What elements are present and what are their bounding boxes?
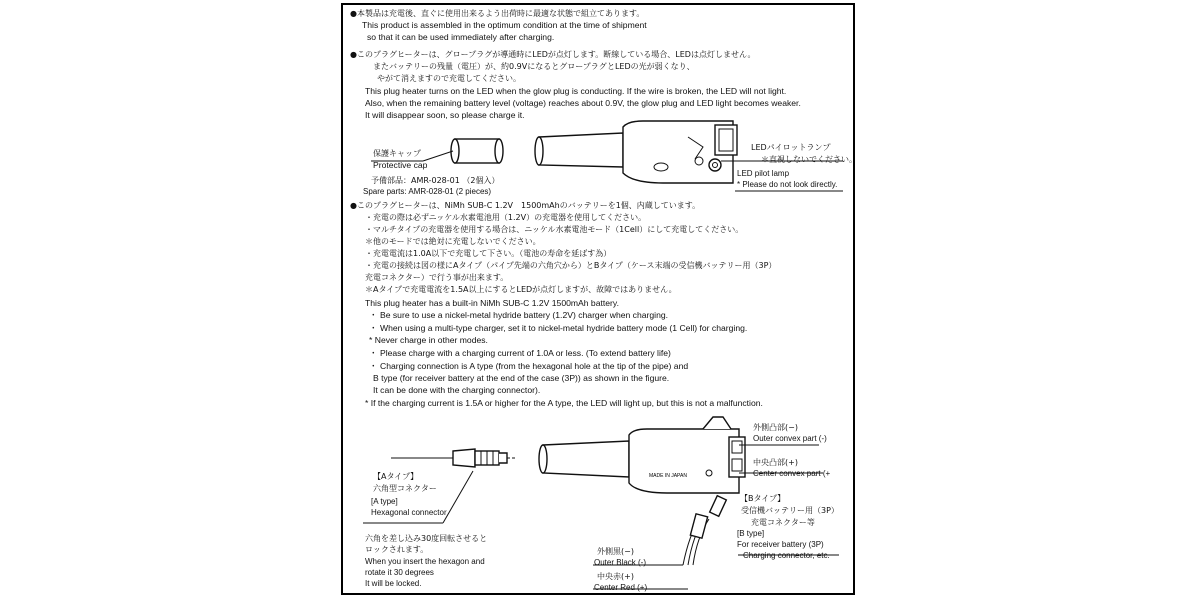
led-label-jp1: LEDパイロットランプ: [751, 143, 831, 152]
section1-en2: so that it can be used immediately after charging.: [367, 32, 555, 42]
spare-parts-jp: 予備部品：AMR-028-01 （2個入）: [371, 176, 500, 185]
instruction-sheet: [341, 3, 855, 595]
center-convex-en: Center convex part (+: [753, 469, 831, 478]
section3-en9: * If the charging current is 1.5A or higher for the A type, the LED will light up, but this is not a malfunction.: [365, 398, 763, 408]
body-mark: MADE IN JAPAN: [649, 473, 687, 479]
section2-jp3: やがて消えますので充電してください。: [377, 74, 521, 83]
atype-name-en: Hexagonal connector: [371, 508, 447, 517]
spare-parts-en: Spare parts: AMR-028-01 (2 pieces): [363, 187, 492, 196]
btype-desc-en2: Charging connector, etc.: [743, 551, 830, 560]
btype-desc-en1: For receiver battery (3P): [737, 540, 824, 549]
section3-en2: ・ Be sure to use a nickel-metal hydride battery (1.2V) charger when charging.: [369, 310, 669, 320]
section3-jp4: ＊他のモードでは絶対に充電しないでください。: [365, 237, 541, 246]
atype-name-jp: 六角型コネクター: [373, 484, 437, 493]
hex-lock-jp2: ロックされます。: [365, 545, 429, 554]
section3-en6: ・ Charging connection is A type (from the hexagonal hole at the tip of the pipe) and: [369, 361, 689, 371]
center-red-en: Center Red (+): [594, 583, 648, 592]
section2-jp2: またバッテリーの残量（電圧）が、約0.9VになるとグロープラグとLEDの光が弱くなり、: [373, 62, 695, 71]
atype-title-en: [A type]: [371, 497, 398, 506]
section3-jp5: ・充電電流は1.0A以下で充電して下さい。（電池の寿命を延ばす為）: [365, 249, 612, 258]
section3-en3: ・ When using a multi-type charger, set it to nickel-metal hydride battery mode (1 Cell) for charging.: [369, 323, 748, 333]
hex-lock-en1: When you insert the hexagon and: [365, 557, 485, 566]
center-red-jp: 中央赤(+): [597, 572, 634, 581]
section2-en1: This plug heater turns on the LED when the glow plug is conducting. If the wire is broken, the LED will not light.: [365, 86, 787, 96]
section3-en5: ・ Please charge with a charging current of 1.0A or less. (To extend battery life): [369, 348, 671, 358]
btype-title-jp: 【Bタイプ】: [740, 494, 786, 503]
hex-connector-drawing: [391, 449, 517, 467]
atype-title-jp: 【Aタイプ】: [373, 472, 419, 481]
btype-desc-jp2: 充電コネクター等: [751, 518, 815, 527]
center-convex-jp: 中央凸部(+): [753, 458, 798, 467]
receiver-connector-drawing: [683, 496, 726, 565]
section3-en8: It can be done with the charging connector).: [373, 385, 541, 395]
hex-lock-en3: It will be locked.: [365, 579, 422, 588]
section2-en3: It will disappear soon, so please charge it.: [365, 110, 525, 120]
led-label-en1: LED pilot lamp: [737, 169, 790, 178]
heater-body-drawing: [623, 121, 737, 183]
btype-title-en: [B type]: [737, 529, 765, 538]
protective-cap-drawing: [451, 139, 503, 163]
cap-label-jp: 保護キャップ: [373, 149, 421, 158]
outer-convex-jp: 外側凸部(−): [753, 423, 798, 432]
cap-label-en: Protective cap: [373, 160, 428, 170]
section3-jp6: ・充電の接続は図の様にAタイプ（パイプ先端の六角穴から）とBタイプ（ケース末端の受信機バッテリー用（3P）: [365, 261, 777, 270]
btype-desc-jp1: 受信機バッテリー用（3P）: [741, 506, 839, 515]
outer-black-en: Outer Black (-): [594, 558, 647, 567]
section3-jp1: ●このプラグヒーターは、NiMh SUB-C 1.2V 1500mAhのバッテリーを1個、内蔵しています。: [350, 201, 701, 210]
section1-jp: ●本製品は充電後、直ぐに使用出来るよう出荷時に最適な状態で組立てあります。: [350, 9, 645, 18]
outer-convex-en: Outer convex part (-): [753, 434, 827, 443]
section3-jp3: ・マルチタイプの充電器を使用する場合は、ニッケル水素電池モード（1Cell）にして充電してください。: [365, 225, 744, 234]
outer-black-jp: 外側黒(−): [597, 547, 634, 556]
led-label-en2: * Please do not look directly.: [737, 180, 838, 189]
pipe-drawing-bottom: [539, 441, 629, 477]
section3-en7: B type (for receiver battery at the end of the case (3P)) as shown in the figure.: [373, 373, 670, 383]
heater-body-drawing-bottom: [629, 417, 745, 493]
section2-en2: Also, when the remaining battery level (voltage) reaches about 0.9V, the glow plug and LED light becomes weaker.: [365, 98, 801, 108]
section3-en4: * Never charge in other modes.: [369, 335, 488, 345]
section3-jp2: ・充電の際は必ずニッケル水素電池用（1.2V）の充電器を使用してください。: [365, 213, 647, 222]
section3-en1: This plug heater has a built-in NiMh SUB-C 1.2V 1500mAh battery.: [365, 298, 619, 308]
hex-lock-en2: rotate it 30 degrees: [365, 568, 434, 577]
section3-jp8: ＊Aタイプで充電電流を1.5A以上にするとLEDが点灯しますが、故障ではありません。: [365, 285, 677, 294]
section3-jp7: 充電コネクター）で行う事が出来ます。: [365, 273, 509, 282]
led-label-jp2: ＊直視しないでください。: [761, 155, 857, 164]
section1-en1: This product is assembled in the optimum condition at the time of shipment: [362, 20, 647, 30]
pipe-drawing: [535, 133, 623, 167]
section2-jp1: ●このプラグヒーターは、グロープラグが導通時にLEDが点灯します。断線している場合、LEDは点灯しません。: [350, 50, 756, 59]
hex-lock-jp1: 六角を差し込み30度回転させると: [365, 534, 488, 543]
